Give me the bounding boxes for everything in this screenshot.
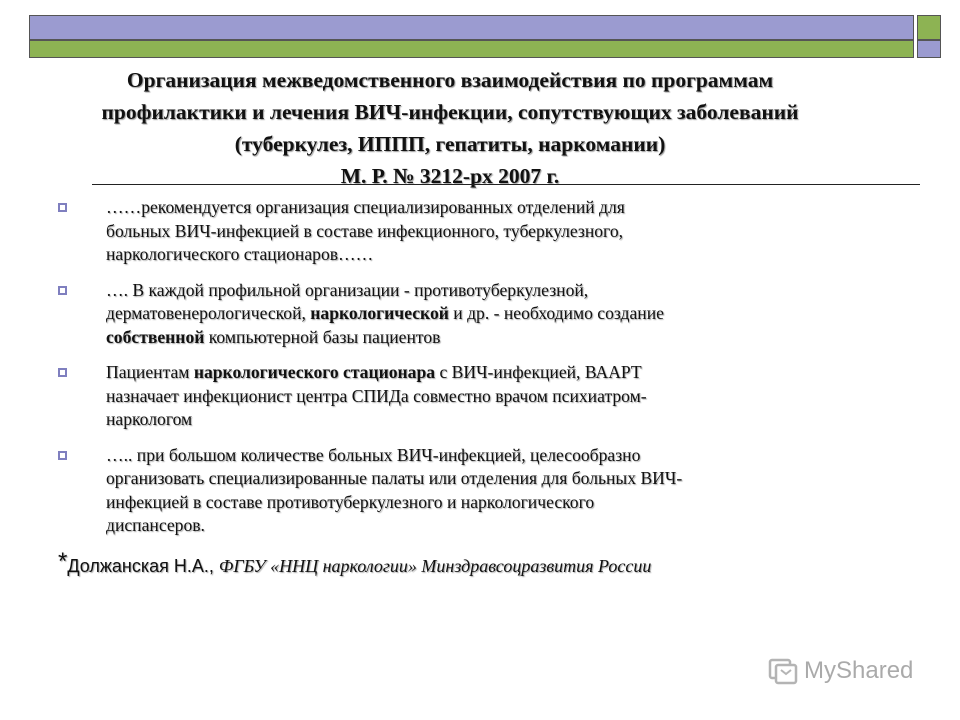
bullet-line <box>106 514 908 538</box>
bullet-square-icon <box>58 451 67 460</box>
bullet-item <box>58 444 908 538</box>
header-square-top <box>917 15 941 40</box>
bold-segment: наркологической <box>310 303 449 323</box>
bullet-text <box>106 444 908 538</box>
bullet-line <box>106 220 908 244</box>
bullet-item <box>58 196 908 267</box>
watermark-text: MyShared <box>804 657 914 684</box>
bullet-item <box>58 361 908 432</box>
bullet-line <box>106 279 908 303</box>
text-segment: наркологом <box>106 409 193 429</box>
bullet-text <box>106 361 908 432</box>
text-segment: компьютерной базы пациентов <box>204 326 441 347</box>
header-band-top <box>29 15 914 40</box>
title-line: Организация межведомственного взаимодействия по программам <box>126 68 774 92</box>
footnote-organization: ФГБУ «ННЦ наркологии» Минздравсоцразвития России <box>218 556 652 576</box>
myshared-logo-icon <box>768 657 798 685</box>
text-segment: дерматовенерологической, <box>106 303 311 323</box>
footnote-asterisk: * <box>58 548 68 575</box>
bullet-line <box>106 491 908 515</box>
bullet-square-icon <box>58 368 67 377</box>
text-segment: назначает инфекционист центра СПИДа совместно врачом психиатром- <box>106 385 647 406</box>
text-segment: с ВИЧ-инфекцией, ВААРТ <box>435 362 642 382</box>
bullet-list <box>58 196 908 550</box>
bullet-square-icon <box>58 286 67 295</box>
bullet-line <box>106 408 908 432</box>
bullet-square-icon <box>58 203 67 212</box>
footnote-author: Должанская Н.А., <box>67 556 219 576</box>
bold-segment: собственной <box>106 326 205 347</box>
text-segment: организовать специализированные палаты или отделения для больных ВИЧ- <box>106 468 683 488</box>
text-segment: и др. - необходимо создание <box>448 303 664 323</box>
text-segment: диспансеров. <box>106 515 205 535</box>
bullet-text <box>106 279 908 350</box>
bullet-line <box>106 361 908 385</box>
bullet-line <box>106 302 908 326</box>
bullet-line <box>106 467 908 491</box>
bullet-line <box>106 326 908 350</box>
title-line: (туберкулез, ИППП, гепатиты, наркомании) <box>234 132 666 156</box>
text-segment: Пациентам <box>106 362 194 382</box>
header-band-bottom <box>29 40 914 58</box>
title-divider <box>92 184 920 185</box>
bullet-text <box>106 196 908 267</box>
header-square-bottom <box>917 40 941 58</box>
title-line: М. Р. № 3212-рх 2007 г. <box>340 164 560 188</box>
bullet-line <box>106 385 908 409</box>
text-segment: инфекцией в составе противотуберкулезного и наркологического <box>106 491 595 512</box>
title-line: профилактики и лечения ВИЧ-инфекции, сопутствующих заболеваний <box>101 100 799 124</box>
bullet-line <box>106 196 908 220</box>
text-segment: наркологического стационаров…… <box>106 244 374 264</box>
bullet-line <box>106 243 908 267</box>
text-segment: больных ВИЧ-инфекцией в составе инфекционного, туберкулезного, <box>106 220 624 241</box>
bullet-line <box>106 444 908 468</box>
text-segment: ….. при большом количестве больных ВИЧ-инфекцией, целесообразно <box>106 444 641 465</box>
bullet-item <box>58 279 908 350</box>
text-segment: ……рекомендуется организация специализированных отделений для <box>106 197 625 217</box>
text-segment: …. В каждой профильной организации - противотуберкулезной, <box>106 279 589 300</box>
watermark-logo <box>768 654 913 688</box>
bold-segment: наркологического стационара <box>193 362 436 382</box>
footnote <box>58 548 651 577</box>
slide-title <box>40 64 860 192</box>
